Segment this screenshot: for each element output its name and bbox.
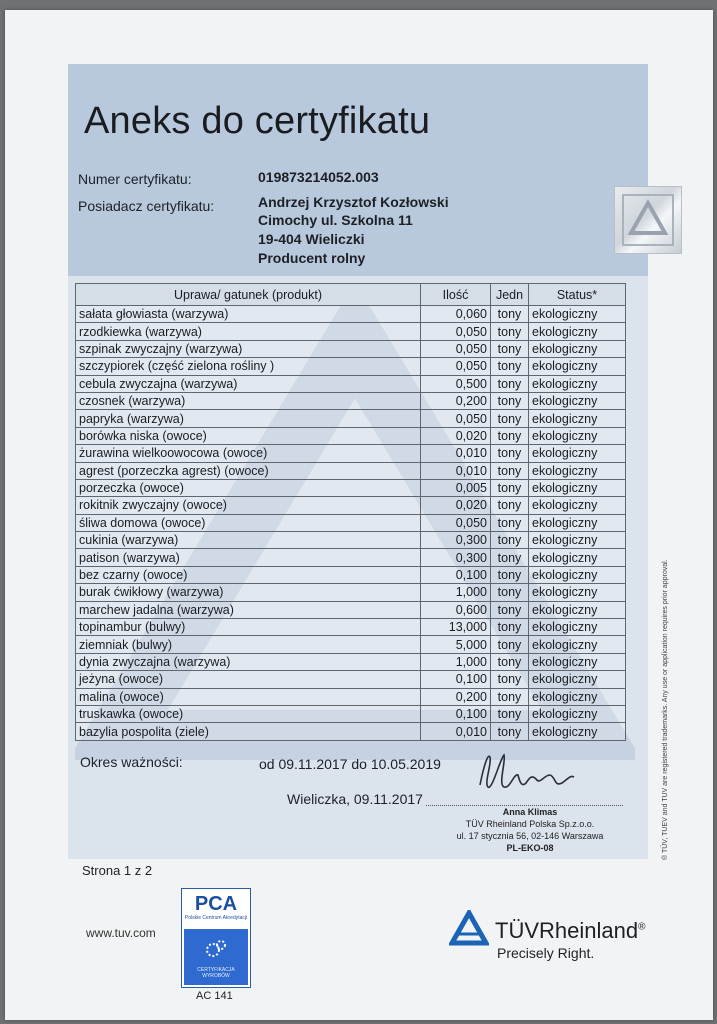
table-row bbox=[76, 514, 626, 531]
table-header-row bbox=[76, 284, 626, 306]
table-row bbox=[76, 653, 626, 670]
tuv-registered-mark: ® bbox=[638, 921, 646, 933]
validity-label: Okres ważności: bbox=[80, 754, 183, 770]
cell-status: ekologiczny bbox=[529, 323, 626, 340]
cell-status: ekologiczny bbox=[529, 532, 626, 549]
cell-crop: borówka niska (owoce) bbox=[76, 427, 421, 444]
table-row bbox=[76, 427, 626, 444]
cell-unit: tony bbox=[491, 566, 529, 583]
pca-logo-text: PCA bbox=[194, 893, 238, 915]
pca-caption: CERTYFIKACJA WYROBÓW bbox=[197, 967, 235, 979]
cell-unit: tony bbox=[491, 636, 529, 653]
cell-unit: tony bbox=[491, 410, 529, 427]
cell-crop: patison (warzywa) bbox=[76, 549, 421, 566]
cell-quantity: 0,060 bbox=[421, 306, 491, 323]
cell-unit: tony bbox=[491, 601, 529, 618]
cell-unit: tony bbox=[491, 514, 529, 531]
cell-unit: tony bbox=[491, 619, 529, 636]
cell-unit: tony bbox=[491, 653, 529, 670]
table-row bbox=[76, 340, 626, 357]
cell-quantity: 0,300 bbox=[421, 532, 491, 549]
cell-status: ekologiczny bbox=[529, 688, 626, 705]
cell-crop: śliwa domowa (owoce) bbox=[76, 514, 421, 531]
table-row bbox=[76, 462, 626, 479]
cell-quantity: 0,050 bbox=[421, 323, 491, 340]
validity-period: od 09.11.2017 do 10.05.2019 bbox=[259, 756, 441, 772]
cell-status: ekologiczny bbox=[529, 549, 626, 566]
cell-quantity: 0,200 bbox=[421, 688, 491, 705]
cell-status: ekologiczny bbox=[529, 462, 626, 479]
table-row bbox=[76, 392, 626, 409]
cell-unit: tony bbox=[491, 688, 529, 705]
cell-status: ekologiczny bbox=[529, 723, 626, 740]
cell-status: ekologiczny bbox=[529, 584, 626, 601]
table-row bbox=[76, 306, 626, 323]
cell-quantity: 0,020 bbox=[421, 497, 491, 514]
cell-quantity: 0,050 bbox=[421, 410, 491, 427]
table-row bbox=[76, 532, 626, 549]
tuv-brand-text: TÜVRheinland bbox=[495, 918, 639, 943]
cell-status: ekologiczny bbox=[529, 601, 626, 618]
holder-city: 19-404 Wieliczki bbox=[258, 231, 365, 247]
cell-crop: truskawka (owoce) bbox=[76, 705, 421, 722]
cell-crop: topinambur (bulwy) bbox=[76, 619, 421, 636]
certificate-number: 019873214052.003 bbox=[258, 169, 379, 185]
holder-label: Posiadacz certyfikatu: bbox=[78, 198, 215, 214]
cell-quantity: 0,100 bbox=[421, 705, 491, 722]
holder-name: Andrzej Krzysztof Kozłowski bbox=[258, 194, 449, 210]
table-row bbox=[76, 636, 626, 653]
cell-unit: tony bbox=[491, 723, 529, 740]
cell-quantity: 0,600 bbox=[421, 601, 491, 618]
cell-quantity: 0,300 bbox=[421, 549, 491, 566]
cell-unit: tony bbox=[491, 445, 529, 462]
cell-unit: tony bbox=[491, 549, 529, 566]
cell-status: ekologiczny bbox=[529, 514, 626, 531]
cell-crop: szpinak zwyczajny (warzywa) bbox=[76, 340, 421, 357]
table-row bbox=[76, 549, 626, 566]
cell-crop: rokitnik zwyczajny (owoce) bbox=[76, 497, 421, 514]
cell-quantity: 0,050 bbox=[421, 340, 491, 357]
cell-unit: tony bbox=[491, 671, 529, 688]
table-row bbox=[76, 479, 626, 496]
pca-accreditation-logo bbox=[181, 888, 251, 988]
cell-status: ekologiczny bbox=[529, 653, 626, 670]
cell-crop: bazylia pospolita (ziele) bbox=[76, 723, 421, 740]
cell-unit: tony bbox=[491, 497, 529, 514]
cell-status: ekologiczny bbox=[529, 392, 626, 409]
holder-address: Cimochy ul. Szkolna 11 bbox=[258, 212, 413, 228]
signature-line bbox=[426, 805, 623, 806]
cell-quantity: 1,000 bbox=[421, 653, 491, 670]
tuv-brand-name bbox=[495, 918, 645, 944]
cell-crop: ziemniak (bulwy) bbox=[76, 636, 421, 653]
cell-unit: tony bbox=[491, 532, 529, 549]
cell-unit: tony bbox=[491, 427, 529, 444]
cell-crop: cebula zwyczajna (warzywa) bbox=[76, 375, 421, 392]
cell-crop: sałata głowiasta (warzywa) bbox=[76, 306, 421, 323]
cell-quantity: 5,000 bbox=[421, 636, 491, 653]
cell-quantity: 1,000 bbox=[421, 584, 491, 601]
cell-status: ekologiczny bbox=[529, 671, 626, 688]
pca-blue-block bbox=[184, 929, 248, 985]
table-row bbox=[76, 566, 626, 583]
signatory-code: PL-EKO-08 bbox=[506, 843, 554, 853]
cell-unit: tony bbox=[491, 462, 529, 479]
table-row bbox=[76, 723, 626, 740]
cell-crop: burak ćwikłowy (warzywa) bbox=[76, 584, 421, 601]
crops-table bbox=[75, 283, 626, 741]
signatory-address: ul. 17 stycznia 56, 02-146 Warszawa bbox=[456, 831, 604, 841]
column-header-unit: Jedn bbox=[491, 284, 529, 306]
column-header-crop: Uprawa/ gatunek (produkt) bbox=[76, 284, 421, 306]
column-header-status: Status* bbox=[529, 284, 626, 306]
pca-subtitle: Polskie Centrum Akredytacji bbox=[184, 915, 248, 921]
table-row bbox=[76, 358, 626, 375]
cell-status: ekologiczny bbox=[529, 619, 626, 636]
cell-unit: tony bbox=[491, 358, 529, 375]
cell-status: ekologiczny bbox=[529, 566, 626, 583]
cell-unit: tony bbox=[491, 479, 529, 496]
cell-quantity: 0,010 bbox=[421, 462, 491, 479]
hologram-seal bbox=[614, 186, 682, 254]
trademark-note: ® TÜV, TUEV and TUV are registered trademarks. Any use or application requires prior approval. bbox=[662, 559, 669, 860]
holder-type: Producent rolny bbox=[258, 250, 366, 266]
cell-quantity: 0,005 bbox=[421, 479, 491, 496]
certificate-number-label: Numer certyfikatu: bbox=[78, 171, 192, 187]
tuv-slogan: Precisely Right. bbox=[497, 945, 595, 961]
cell-unit: tony bbox=[491, 584, 529, 601]
cell-crop: szczypiorek (część zielona rośliny ) bbox=[76, 358, 421, 375]
cell-unit: tony bbox=[491, 705, 529, 722]
cell-crop: porzeczka (owoce) bbox=[76, 479, 421, 496]
cell-crop: marchew jadalna (warzywa) bbox=[76, 601, 421, 618]
footer-url: www.tuv.com bbox=[86, 926, 156, 940]
cell-quantity: 0,100 bbox=[421, 566, 491, 583]
cell-quantity: 13,000 bbox=[421, 619, 491, 636]
cell-quantity: 0,050 bbox=[421, 358, 491, 375]
cell-crop: żurawina wielkoowocowa (owoce) bbox=[76, 445, 421, 462]
cell-quantity: 0,050 bbox=[421, 514, 491, 531]
table-row bbox=[76, 375, 626, 392]
cell-status: ekologiczny bbox=[529, 410, 626, 427]
signatory-name: Anna Klimas bbox=[502, 807, 558, 817]
table-row bbox=[76, 705, 626, 722]
document-title: Aneks do certyfikatu bbox=[84, 100, 431, 142]
accreditation-number: AC 141 bbox=[196, 990, 233, 1002]
cell-status: ekologiczny bbox=[529, 705, 626, 722]
cell-quantity: 0,010 bbox=[421, 445, 491, 462]
cell-crop: dynia zwyczajna (warzywa) bbox=[76, 653, 421, 670]
cell-crop: bez czarny (owoce) bbox=[76, 566, 421, 583]
table-row bbox=[76, 601, 626, 618]
cell-status: ekologiczny bbox=[529, 358, 626, 375]
cell-status: ekologiczny bbox=[529, 375, 626, 392]
column-header-quantity: Ilość bbox=[421, 284, 491, 306]
cell-quantity: 0,500 bbox=[421, 375, 491, 392]
gears-icon bbox=[204, 937, 228, 961]
cell-crop: malina (owoce) bbox=[76, 688, 421, 705]
cell-quantity: 0,100 bbox=[421, 671, 491, 688]
cell-crop: rzodkiewka (warzywa) bbox=[76, 323, 421, 340]
table-row bbox=[76, 323, 626, 340]
cell-status: ekologiczny bbox=[529, 636, 626, 653]
cell-quantity: 0,200 bbox=[421, 392, 491, 409]
cell-unit: tony bbox=[491, 323, 529, 340]
cell-status: ekologiczny bbox=[529, 306, 626, 323]
cell-crop: czosnek (warzywa) bbox=[76, 392, 421, 409]
tuv-triangle-logo-icon bbox=[449, 910, 489, 946]
cell-unit: tony bbox=[491, 375, 529, 392]
cell-status: ekologiczny bbox=[529, 497, 626, 514]
cell-unit: tony bbox=[491, 340, 529, 357]
table-row bbox=[76, 445, 626, 462]
cell-unit: tony bbox=[491, 392, 529, 409]
table-row bbox=[76, 584, 626, 601]
signatory-company: TÜV Rheinland Polska Sp.z.o.o. bbox=[465, 819, 595, 829]
table-row bbox=[76, 688, 626, 705]
cell-crop: jeżyna (owoce) bbox=[76, 671, 421, 688]
table-row bbox=[76, 671, 626, 688]
table-row bbox=[76, 410, 626, 427]
cell-status: ekologiczny bbox=[529, 340, 626, 357]
signature-image bbox=[470, 745, 590, 800]
cell-crop: agrest (porzeczka agrest) (owoce) bbox=[76, 462, 421, 479]
table-row bbox=[76, 619, 626, 636]
page-number: Strona 1 z 2 bbox=[82, 863, 153, 878]
hologram-triangle-icon bbox=[615, 187, 681, 253]
table-body bbox=[76, 306, 626, 741]
place-and-date: Wieliczka, 09.11.2017 bbox=[287, 791, 423, 807]
cell-unit: tony bbox=[491, 306, 529, 323]
cell-status: ekologiczny bbox=[529, 445, 626, 462]
cell-status: ekologiczny bbox=[529, 479, 626, 496]
table-row bbox=[76, 497, 626, 514]
cell-crop: papryka (warzywa) bbox=[76, 410, 421, 427]
cell-crop: cukinia (warzywa) bbox=[76, 532, 421, 549]
cell-quantity: 0,010 bbox=[421, 723, 491, 740]
cell-status: ekologiczny bbox=[529, 427, 626, 444]
cell-quantity: 0,020 bbox=[421, 427, 491, 444]
